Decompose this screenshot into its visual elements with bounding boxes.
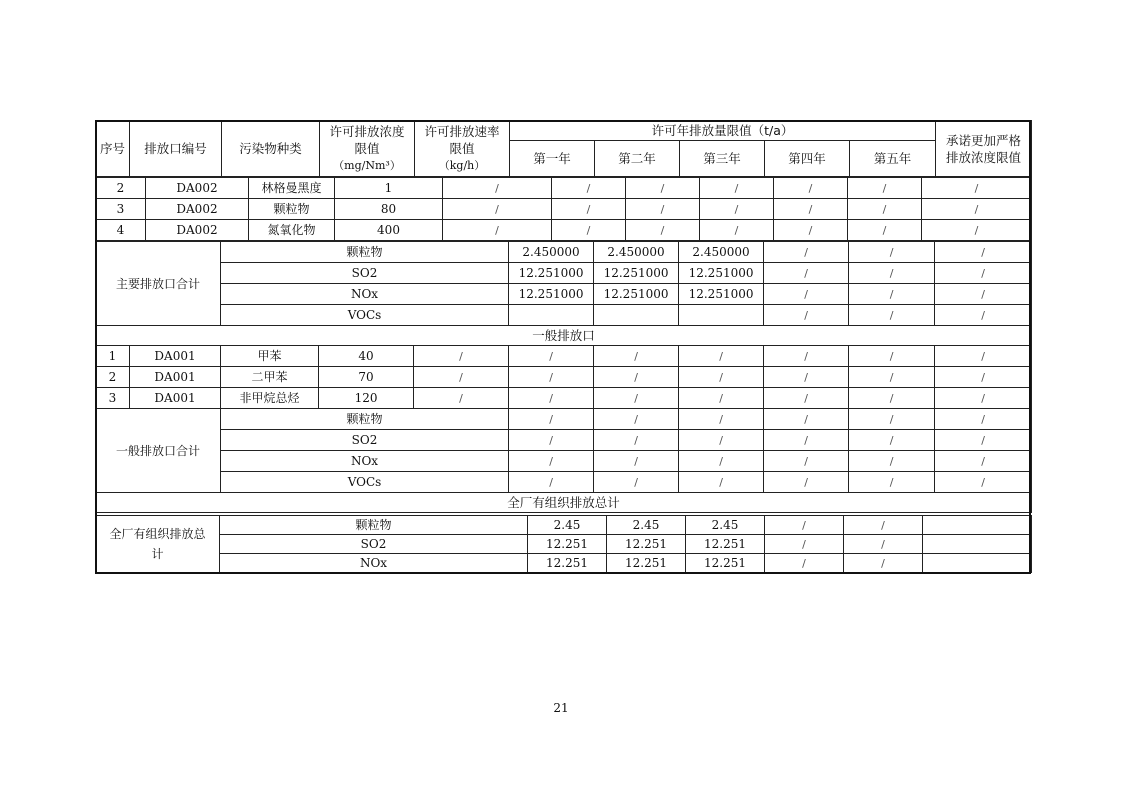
row-seq: 2 bbox=[96, 178, 146, 199]
slash-mark: / bbox=[802, 518, 806, 532]
slash-mark: / bbox=[802, 537, 806, 551]
not-applicable-cell bbox=[849, 451, 935, 472]
row-pollutant: NOx bbox=[220, 554, 528, 573]
not-applicable-cell bbox=[443, 220, 552, 241]
row-pollutant: 颗粒物 bbox=[221, 242, 509, 263]
plant-total-table bbox=[95, 515, 1032, 573]
slash-mark: / bbox=[719, 475, 723, 489]
row-concentration: 70 bbox=[319, 367, 414, 388]
not-applicable-cell bbox=[849, 346, 935, 367]
slash-mark: / bbox=[804, 391, 808, 405]
not-applicable-cell bbox=[552, 178, 626, 199]
slash-mark: / bbox=[808, 181, 813, 195]
row-pollutant: 非甲烷总烃 bbox=[221, 388, 319, 409]
slash-mark: / bbox=[974, 202, 979, 216]
slash-mark: / bbox=[734, 223, 739, 237]
slash-mark: / bbox=[586, 202, 591, 216]
not-applicable-cell bbox=[774, 199, 848, 220]
slash-mark: / bbox=[889, 391, 894, 405]
header-conc-unit: （mg/Nm³） bbox=[333, 159, 401, 172]
not-applicable-cell bbox=[679, 430, 764, 451]
main-total-label: 主要排放口合计 bbox=[96, 242, 221, 326]
not-applicable-cell bbox=[509, 367, 594, 388]
slash-mark: / bbox=[660, 223, 665, 237]
not-applicable-cell bbox=[764, 284, 849, 305]
slash-mark: / bbox=[889, 287, 894, 301]
header-year-1: 第一年 bbox=[510, 141, 595, 177]
row-pollutant: 颗粒物 bbox=[220, 516, 528, 535]
general-section-title: 一般排放口 bbox=[96, 326, 1032, 346]
table-row bbox=[96, 472, 1032, 493]
row-annual-value: 2.450000 bbox=[679, 242, 764, 263]
slash-mark: / bbox=[981, 266, 985, 280]
not-applicable-cell bbox=[679, 451, 764, 472]
slash-mark: / bbox=[981, 412, 985, 426]
not-applicable-cell bbox=[765, 535, 844, 554]
plant-total-label-line1: 全厂有组织排放总 bbox=[109, 527, 206, 541]
slash-mark: / bbox=[804, 475, 808, 489]
header-rate-unit: （kg/h） bbox=[438, 159, 486, 172]
not-applicable-cell bbox=[764, 388, 849, 409]
not-applicable-cell bbox=[594, 451, 679, 472]
row-annual-value: 2.45 bbox=[686, 516, 765, 535]
row-concentration: 400 bbox=[335, 220, 443, 241]
row-outlet: DA001 bbox=[130, 346, 221, 367]
table-row bbox=[96, 409, 1032, 430]
header-year-4: 第四年 bbox=[765, 141, 850, 177]
slash-mark: / bbox=[889, 266, 894, 280]
not-applicable-cell bbox=[764, 451, 849, 472]
header-concentration-limit bbox=[320, 121, 415, 177]
table-row bbox=[96, 242, 1032, 263]
table-row bbox=[96, 220, 1032, 241]
not-applicable-cell bbox=[764, 346, 849, 367]
row-concentration: 1 bbox=[335, 178, 443, 199]
not-applicable-cell bbox=[509, 472, 594, 493]
plant-section-title: 全厂有组织排放总计 bbox=[96, 493, 1032, 513]
row-annual-value bbox=[594, 305, 679, 326]
not-applicable-cell bbox=[552, 220, 626, 241]
not-applicable-cell bbox=[922, 199, 1032, 220]
not-applicable-cell bbox=[935, 451, 1032, 472]
slash-mark: / bbox=[804, 412, 808, 426]
slash-mark: / bbox=[634, 349, 638, 363]
slash-mark: / bbox=[719, 412, 723, 426]
not-applicable-cell bbox=[935, 409, 1032, 430]
row-pollutant: 颗粒物 bbox=[249, 199, 335, 220]
header-strict-limit bbox=[936, 121, 1032, 177]
not-applicable-cell bbox=[765, 554, 844, 573]
slash-mark: / bbox=[719, 391, 723, 405]
empty-cell bbox=[923, 554, 1032, 573]
main-outlet-table bbox=[95, 177, 1032, 241]
not-applicable-cell bbox=[935, 430, 1032, 451]
not-applicable-cell bbox=[849, 472, 935, 493]
row-pollutant: 林格曼黑度 bbox=[249, 178, 335, 199]
not-applicable-cell bbox=[922, 178, 1032, 199]
row-annual-value: 12.251 bbox=[528, 535, 607, 554]
row-pollutant: 甲苯 bbox=[221, 346, 319, 367]
not-applicable-cell bbox=[935, 284, 1032, 305]
not-applicable-cell bbox=[443, 178, 552, 199]
row-outlet: DA002 bbox=[146, 199, 249, 220]
slash-mark: / bbox=[889, 412, 894, 426]
slash-mark: / bbox=[634, 454, 638, 468]
plant-total-label bbox=[96, 516, 220, 573]
slash-mark: / bbox=[889, 433, 894, 447]
slash-mark: / bbox=[549, 454, 553, 468]
row-pollutant: VOCs bbox=[221, 305, 509, 326]
not-applicable-cell bbox=[844, 516, 923, 535]
row-annual-value: 12.251 bbox=[607, 554, 686, 573]
slash-mark: / bbox=[549, 349, 553, 363]
row-concentration: 80 bbox=[335, 199, 443, 220]
table-row bbox=[96, 346, 1032, 367]
row-annual-value: 12.251 bbox=[686, 554, 765, 573]
slash-mark: / bbox=[549, 433, 553, 447]
header-year-2: 第二年 bbox=[595, 141, 680, 177]
row-annual-value: 12.251000 bbox=[679, 263, 764, 284]
not-applicable-cell bbox=[509, 346, 594, 367]
header-outlet: 排放口编号 bbox=[130, 121, 222, 177]
slash-mark: / bbox=[549, 391, 553, 405]
slash-mark: / bbox=[495, 202, 499, 216]
slash-mark: / bbox=[981, 370, 985, 384]
not-applicable-cell bbox=[935, 263, 1032, 284]
not-applicable-cell bbox=[935, 472, 1032, 493]
row-pollutant: NOx bbox=[221, 451, 509, 472]
header-seq: 序号 bbox=[96, 121, 130, 177]
not-applicable-cell bbox=[764, 305, 849, 326]
not-applicable-cell bbox=[935, 367, 1032, 388]
row-pollutant: SO2 bbox=[221, 263, 509, 284]
slash-mark: / bbox=[549, 412, 553, 426]
row-annual-value: 2.45 bbox=[607, 516, 686, 535]
row-pollutant: VOCs bbox=[221, 472, 509, 493]
not-applicable-cell bbox=[774, 178, 848, 199]
not-applicable-cell bbox=[922, 220, 1032, 241]
slash-mark: / bbox=[804, 308, 808, 322]
slash-mark: / bbox=[804, 287, 808, 301]
slash-mark: / bbox=[719, 454, 723, 468]
not-applicable-cell bbox=[414, 388, 509, 409]
not-applicable-cell bbox=[844, 554, 923, 573]
row-annual-value bbox=[679, 305, 764, 326]
slash-mark: / bbox=[804, 266, 808, 280]
slash-mark: / bbox=[882, 202, 887, 216]
table-row bbox=[96, 388, 1032, 409]
slash-mark: / bbox=[660, 202, 665, 216]
slash-mark: / bbox=[495, 223, 499, 237]
not-applicable-cell bbox=[594, 472, 679, 493]
slash-mark: / bbox=[889, 454, 894, 468]
table-row bbox=[96, 178, 1032, 199]
slash-mark: / bbox=[802, 556, 806, 570]
slash-mark: / bbox=[804, 433, 808, 447]
row-pollutant: NOx bbox=[221, 284, 509, 305]
not-applicable-cell bbox=[626, 199, 700, 220]
row-annual-value: 12.251 bbox=[607, 535, 686, 554]
not-applicable-cell bbox=[626, 220, 700, 241]
not-applicable-cell bbox=[679, 388, 764, 409]
not-applicable-cell bbox=[509, 388, 594, 409]
row-annual-value: 2.45 bbox=[528, 516, 607, 535]
slash-mark: / bbox=[734, 202, 739, 216]
slash-mark: / bbox=[660, 181, 665, 195]
header-year-3: 第三年 bbox=[680, 141, 765, 177]
row-annual-value: 2.450000 bbox=[509, 242, 594, 263]
slash-mark: / bbox=[459, 349, 463, 363]
table-row bbox=[96, 516, 1032, 535]
slash-mark: / bbox=[889, 349, 894, 363]
header-strict-line2: 排放浓度限值 bbox=[946, 149, 1022, 165]
slash-mark: / bbox=[634, 433, 638, 447]
slash-mark: / bbox=[804, 370, 808, 384]
slash-mark: / bbox=[981, 454, 985, 468]
table-row bbox=[96, 367, 1032, 388]
slash-mark: / bbox=[882, 223, 887, 237]
not-applicable-cell bbox=[849, 388, 935, 409]
slash-mark: / bbox=[882, 181, 887, 195]
not-applicable-cell bbox=[594, 346, 679, 367]
not-applicable-cell bbox=[764, 409, 849, 430]
row-pollutant: SO2 bbox=[221, 430, 509, 451]
not-applicable-cell bbox=[594, 367, 679, 388]
row-annual-value: 12.251000 bbox=[594, 284, 679, 305]
row-seq: 2 bbox=[96, 367, 130, 388]
empty-cell bbox=[923, 516, 1032, 535]
totals-table bbox=[95, 241, 1032, 513]
row-annual-value: 12.251 bbox=[686, 535, 765, 554]
not-applicable-cell bbox=[509, 451, 594, 472]
row-pollutant: 二甲苯 bbox=[221, 367, 319, 388]
not-applicable-cell bbox=[764, 263, 849, 284]
slash-mark: / bbox=[634, 412, 638, 426]
not-applicable-cell bbox=[935, 346, 1032, 367]
slash-mark: / bbox=[889, 370, 894, 384]
not-applicable-cell bbox=[764, 430, 849, 451]
slash-mark: / bbox=[634, 475, 638, 489]
slash-mark: / bbox=[549, 475, 553, 489]
not-applicable-cell bbox=[764, 242, 849, 263]
row-pollutant: 氮氧化物 bbox=[249, 220, 335, 241]
table-row bbox=[96, 199, 1032, 220]
row-pollutant: 颗粒物 bbox=[221, 409, 509, 430]
slash-mark: / bbox=[881, 556, 885, 570]
table-row bbox=[96, 451, 1032, 472]
slash-mark: / bbox=[719, 433, 723, 447]
slash-mark: / bbox=[734, 181, 739, 195]
row-outlet: DA002 bbox=[146, 220, 249, 241]
slash-mark: / bbox=[889, 475, 894, 489]
slash-mark: / bbox=[586, 181, 591, 195]
slash-mark: / bbox=[719, 349, 723, 363]
header-conc-line2: 限值 bbox=[354, 141, 380, 156]
row-annual-value: 12.251000 bbox=[679, 284, 764, 305]
plant-total-label-line2: 计 bbox=[151, 547, 164, 561]
slash-mark: / bbox=[981, 349, 985, 363]
not-applicable-cell bbox=[849, 430, 935, 451]
row-outlet: DA001 bbox=[130, 367, 221, 388]
slash-mark: / bbox=[495, 181, 499, 195]
header-table bbox=[95, 120, 1032, 177]
not-applicable-cell bbox=[844, 535, 923, 554]
not-applicable-cell bbox=[774, 220, 848, 241]
row-annual-value: 12.251000 bbox=[509, 263, 594, 284]
not-applicable-cell bbox=[552, 199, 626, 220]
not-applicable-cell bbox=[626, 178, 700, 199]
not-applicable-cell bbox=[679, 472, 764, 493]
slash-mark: / bbox=[981, 245, 985, 259]
slash-mark: / bbox=[881, 537, 885, 551]
slash-mark: / bbox=[804, 349, 808, 363]
not-applicable-cell bbox=[700, 220, 774, 241]
not-applicable-cell bbox=[849, 409, 935, 430]
table-row bbox=[96, 284, 1032, 305]
slash-mark: / bbox=[889, 245, 894, 259]
header-rate-line2: 限值 bbox=[449, 141, 475, 156]
slash-mark: / bbox=[974, 223, 979, 237]
slash-mark: / bbox=[459, 370, 463, 384]
not-applicable-cell bbox=[935, 388, 1032, 409]
not-applicable-cell bbox=[849, 263, 935, 284]
not-applicable-cell bbox=[509, 409, 594, 430]
table-row bbox=[96, 430, 1032, 451]
not-applicable-cell bbox=[414, 346, 509, 367]
slash-mark: / bbox=[634, 370, 638, 384]
not-applicable-cell bbox=[679, 346, 764, 367]
row-annual-value: 12.251 bbox=[528, 554, 607, 573]
not-applicable-cell bbox=[849, 305, 935, 326]
slash-mark: / bbox=[804, 245, 808, 259]
header-year-5: 第五年 bbox=[850, 141, 936, 177]
slash-mark: / bbox=[719, 370, 723, 384]
not-applicable-cell bbox=[414, 367, 509, 388]
not-applicable-cell bbox=[935, 305, 1032, 326]
not-applicable-cell bbox=[700, 178, 774, 199]
row-outlet: DA001 bbox=[130, 388, 221, 409]
slash-mark: / bbox=[804, 454, 808, 468]
header-conc-line1: 许可排放浓度 bbox=[329, 124, 405, 139]
not-applicable-cell bbox=[849, 242, 935, 263]
row-pollutant: SO2 bbox=[220, 535, 528, 554]
slash-mark: / bbox=[586, 223, 591, 237]
not-applicable-cell bbox=[848, 220, 922, 241]
not-applicable-cell bbox=[509, 430, 594, 451]
slash-mark: / bbox=[634, 391, 638, 405]
row-annual-value: 12.251000 bbox=[509, 284, 594, 305]
not-applicable-cell bbox=[443, 199, 552, 220]
slash-mark: / bbox=[981, 475, 985, 489]
slash-mark: / bbox=[981, 287, 985, 301]
not-applicable-cell bbox=[679, 409, 764, 430]
slash-mark: / bbox=[981, 308, 985, 322]
general-total-label: 一般排放口合计 bbox=[96, 409, 221, 493]
table-row bbox=[96, 305, 1032, 326]
not-applicable-cell bbox=[594, 430, 679, 451]
slash-mark: / bbox=[459, 391, 463, 405]
table-row bbox=[96, 263, 1032, 284]
not-applicable-cell bbox=[849, 367, 935, 388]
not-applicable-cell bbox=[594, 409, 679, 430]
slash-mark: / bbox=[974, 181, 979, 195]
header-pollutant: 污染物种类 bbox=[222, 121, 320, 177]
header-annual-limit: 许可年排放量限值（t/a） bbox=[510, 121, 936, 141]
row-seq: 3 bbox=[96, 388, 130, 409]
not-applicable-cell bbox=[848, 199, 922, 220]
row-annual-value bbox=[509, 305, 594, 326]
not-applicable-cell bbox=[935, 242, 1032, 263]
not-applicable-cell bbox=[679, 367, 764, 388]
row-outlet: DA002 bbox=[146, 178, 249, 199]
slash-mark: / bbox=[808, 202, 813, 216]
slash-mark: / bbox=[981, 433, 985, 447]
slash-mark: / bbox=[881, 518, 885, 532]
page-number: 21 bbox=[553, 701, 569, 715]
table-row bbox=[96, 535, 1032, 554]
slash-mark: / bbox=[808, 223, 813, 237]
row-concentration: 40 bbox=[319, 346, 414, 367]
row-annual-value: 12.251000 bbox=[594, 263, 679, 284]
row-concentration: 120 bbox=[319, 388, 414, 409]
not-applicable-cell bbox=[764, 472, 849, 493]
header-rate-limit bbox=[415, 121, 510, 177]
not-applicable-cell bbox=[849, 284, 935, 305]
slash-mark: / bbox=[981, 391, 985, 405]
not-applicable-cell bbox=[765, 516, 844, 535]
table-row bbox=[96, 554, 1032, 573]
header-rate-line1: 许可排放速率 bbox=[424, 124, 500, 139]
not-applicable-cell bbox=[594, 388, 679, 409]
header-strict-line1: 承诺更加严格 bbox=[946, 132, 1022, 148]
not-applicable-cell bbox=[700, 199, 774, 220]
slash-mark: / bbox=[889, 308, 894, 322]
slash-mark: / bbox=[549, 370, 553, 384]
row-annual-value: 2.450000 bbox=[594, 242, 679, 263]
empty-cell bbox=[923, 535, 1032, 554]
row-seq: 4 bbox=[96, 220, 146, 241]
not-applicable-cell bbox=[848, 178, 922, 199]
row-seq: 1 bbox=[96, 346, 130, 367]
row-seq: 3 bbox=[96, 199, 146, 220]
not-applicable-cell bbox=[764, 367, 849, 388]
